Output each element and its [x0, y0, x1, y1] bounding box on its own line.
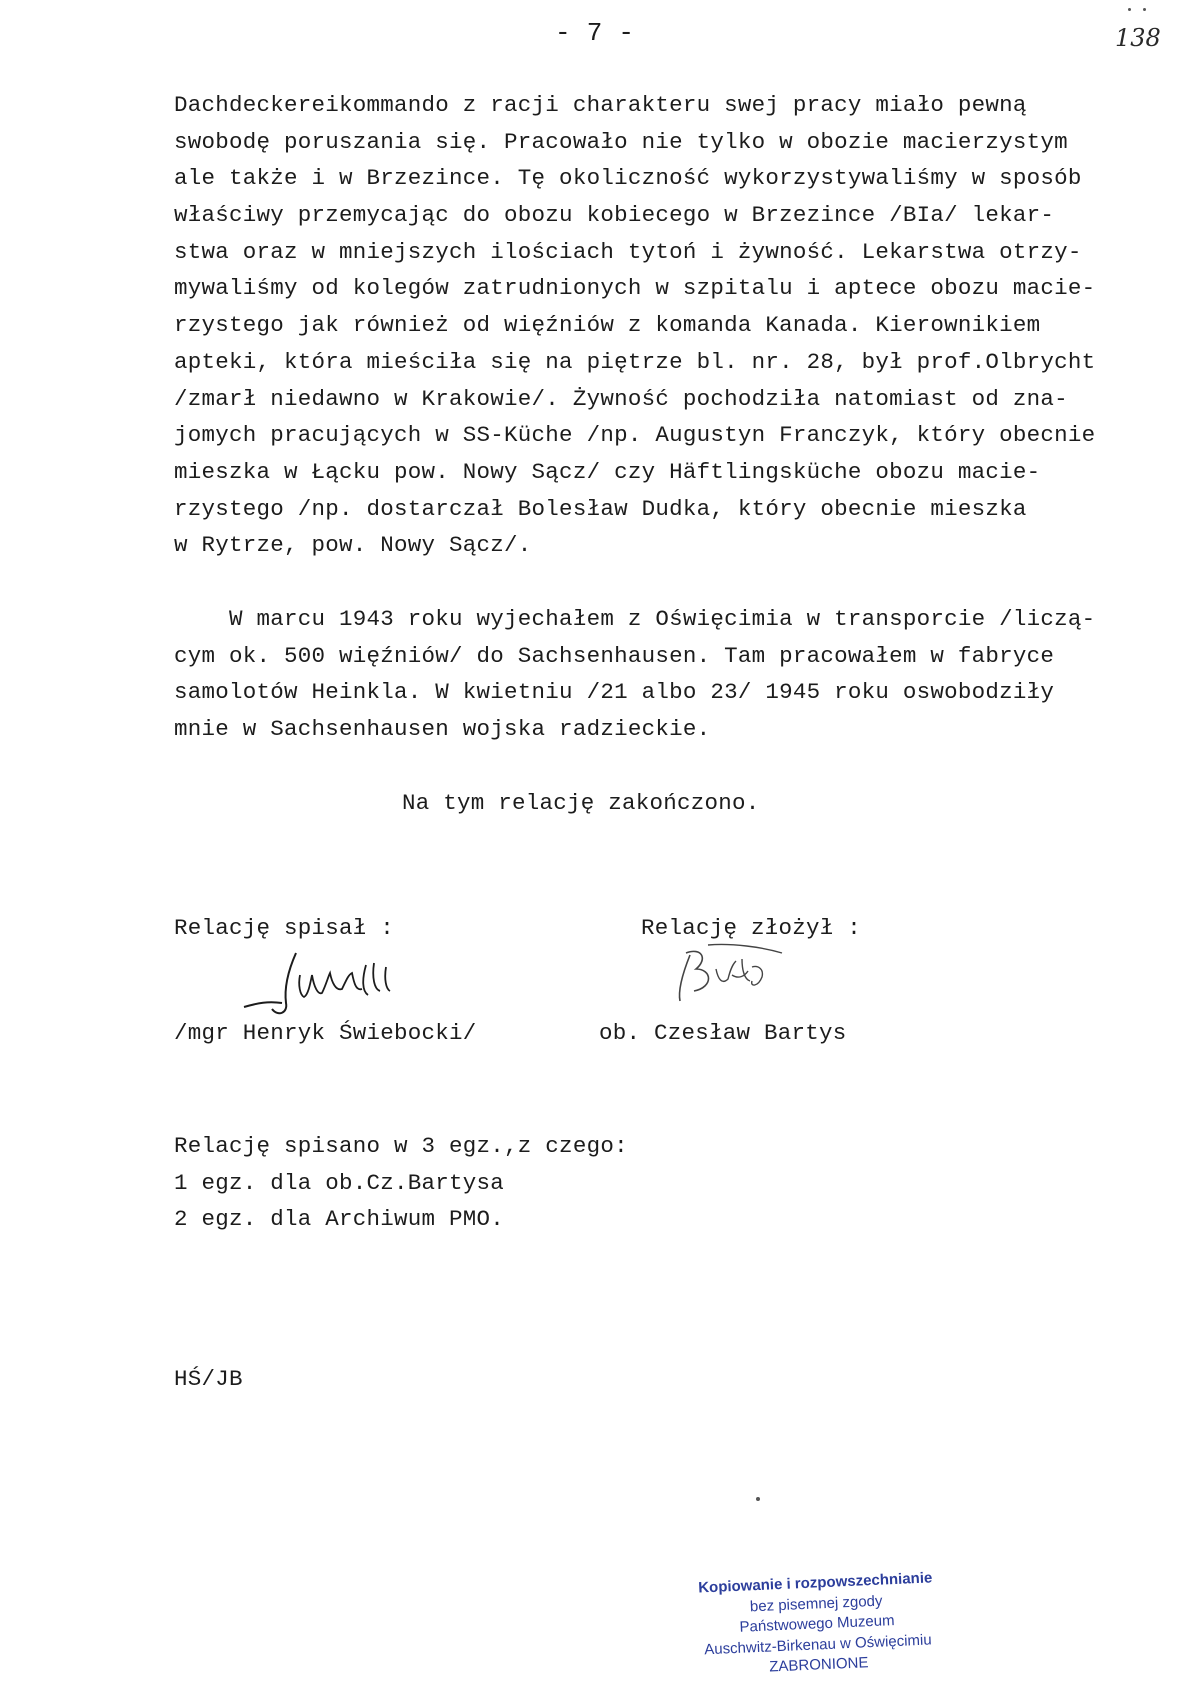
text-line: rzystego jak również od więźniów z komanda Kanada. Kierownikiem	[174, 312, 1041, 339]
stamp-line: Kopiowanie i rozpowszechnianie	[697, 1569, 933, 1597]
text-line: rzystego /np. dostarczał Bolesław Dudka, który obecnie mieszka	[174, 495, 1027, 522]
text-line: ale także i w Brzezince. Tę okoliczność wykorzystywaliśmy w sposób	[174, 165, 1082, 192]
initials: HŚ/JB	[174, 1366, 243, 1392]
text-line: w Rytrze, pow. Nowy Sącz/.	[174, 532, 532, 559]
text-line: jomych pracujących w SS-Küche /np. Augustyn Franczyk, który obecnie	[174, 422, 1096, 449]
right-signature-label: Relację złożył :	[641, 915, 862, 941]
stamp-line: Auschwitz-Birkenau w Oświęcimiu	[703, 1630, 932, 1658]
text-line: Relację spisano w 3 egz.,z czego:	[174, 1133, 628, 1159]
text-line: stwa oraz w mniejszych ilościach tytoń i żywność. Lekarstwa otrzy-	[174, 238, 1082, 265]
text-line: W marcu 1943 roku wyjechałem z Oświęcimia w transporcie /liczą-	[174, 606, 1096, 632]
closing-line: Na tym relację zakończono.	[402, 790, 760, 816]
stamp-line: Państwowego Muzeum	[739, 1612, 895, 1636]
bartys-signature-image	[672, 935, 792, 1015]
stamp-line: ZABRONIONE	[768, 1654, 869, 1676]
swiebocki-signature-image	[238, 945, 418, 1025]
folio-number: 138	[1115, 24, 1161, 52]
speck	[756, 1497, 760, 1501]
speck	[1128, 8, 1131, 11]
copyright-stamp	[665, 1567, 969, 1682]
stamp-line: bez pisemnej zgody	[749, 1592, 883, 1615]
text-line: właściwy przemycając do obozu kobiecego w Brzezince /BIa/ lekar-	[174, 202, 1055, 229]
text-line: mywaliśmy od kolegów zatrudnionych w szpitalu i aptece obozu macie-	[174, 275, 1096, 302]
paragraph-1	[174, 87, 1184, 564]
text-line: cym ok. 500 więźniów/ do Sachsenhausen. Tam pracowałem w fabryce	[174, 642, 1055, 669]
text-line: mieszka w Łącku pow. Nowy Sącz/ czy Häftlingsküche obozu macie-	[174, 458, 1041, 485]
left-signatory-name: /mgr Henryk Świebocki/	[174, 1020, 477, 1046]
copies-note	[174, 1128, 1184, 1238]
left-signature-label: Relację spisał :	[174, 915, 395, 941]
right-signatory-name: ob. Czesław Bartys	[599, 1020, 847, 1046]
text-line: apteki, która mieściła się na piętrze bl. nr. 28, był prof.Olbrycht	[174, 348, 1096, 375]
text-line: 2 egz. dla Archiwum PMO.	[174, 1206, 505, 1233]
speck	[1143, 8, 1146, 11]
text-line: Dachdeckereikommando z racji charakteru swej pracy miało pewną	[174, 92, 1027, 118]
text-line: /zmarł niedawno w Krakowie/. Żywność pochodziła natomiast od zna-	[174, 385, 1068, 412]
text-line: 1 egz. dla ob.Cz.Bartysa	[174, 1169, 505, 1196]
paragraph-2	[174, 601, 1184, 748]
text-line: mnie w Sachsenhausen wojska radzieckie.	[174, 716, 711, 743]
text-line: samolotów Heinkla. W kwietniu /21 albo 23/ 1945 roku oswobodziły	[174, 679, 1055, 706]
page-number: - 7 -	[555, 18, 635, 48]
text-line: swobodę poruszania się. Pracowało nie tylko w obozie macierzystym	[174, 128, 1068, 155]
